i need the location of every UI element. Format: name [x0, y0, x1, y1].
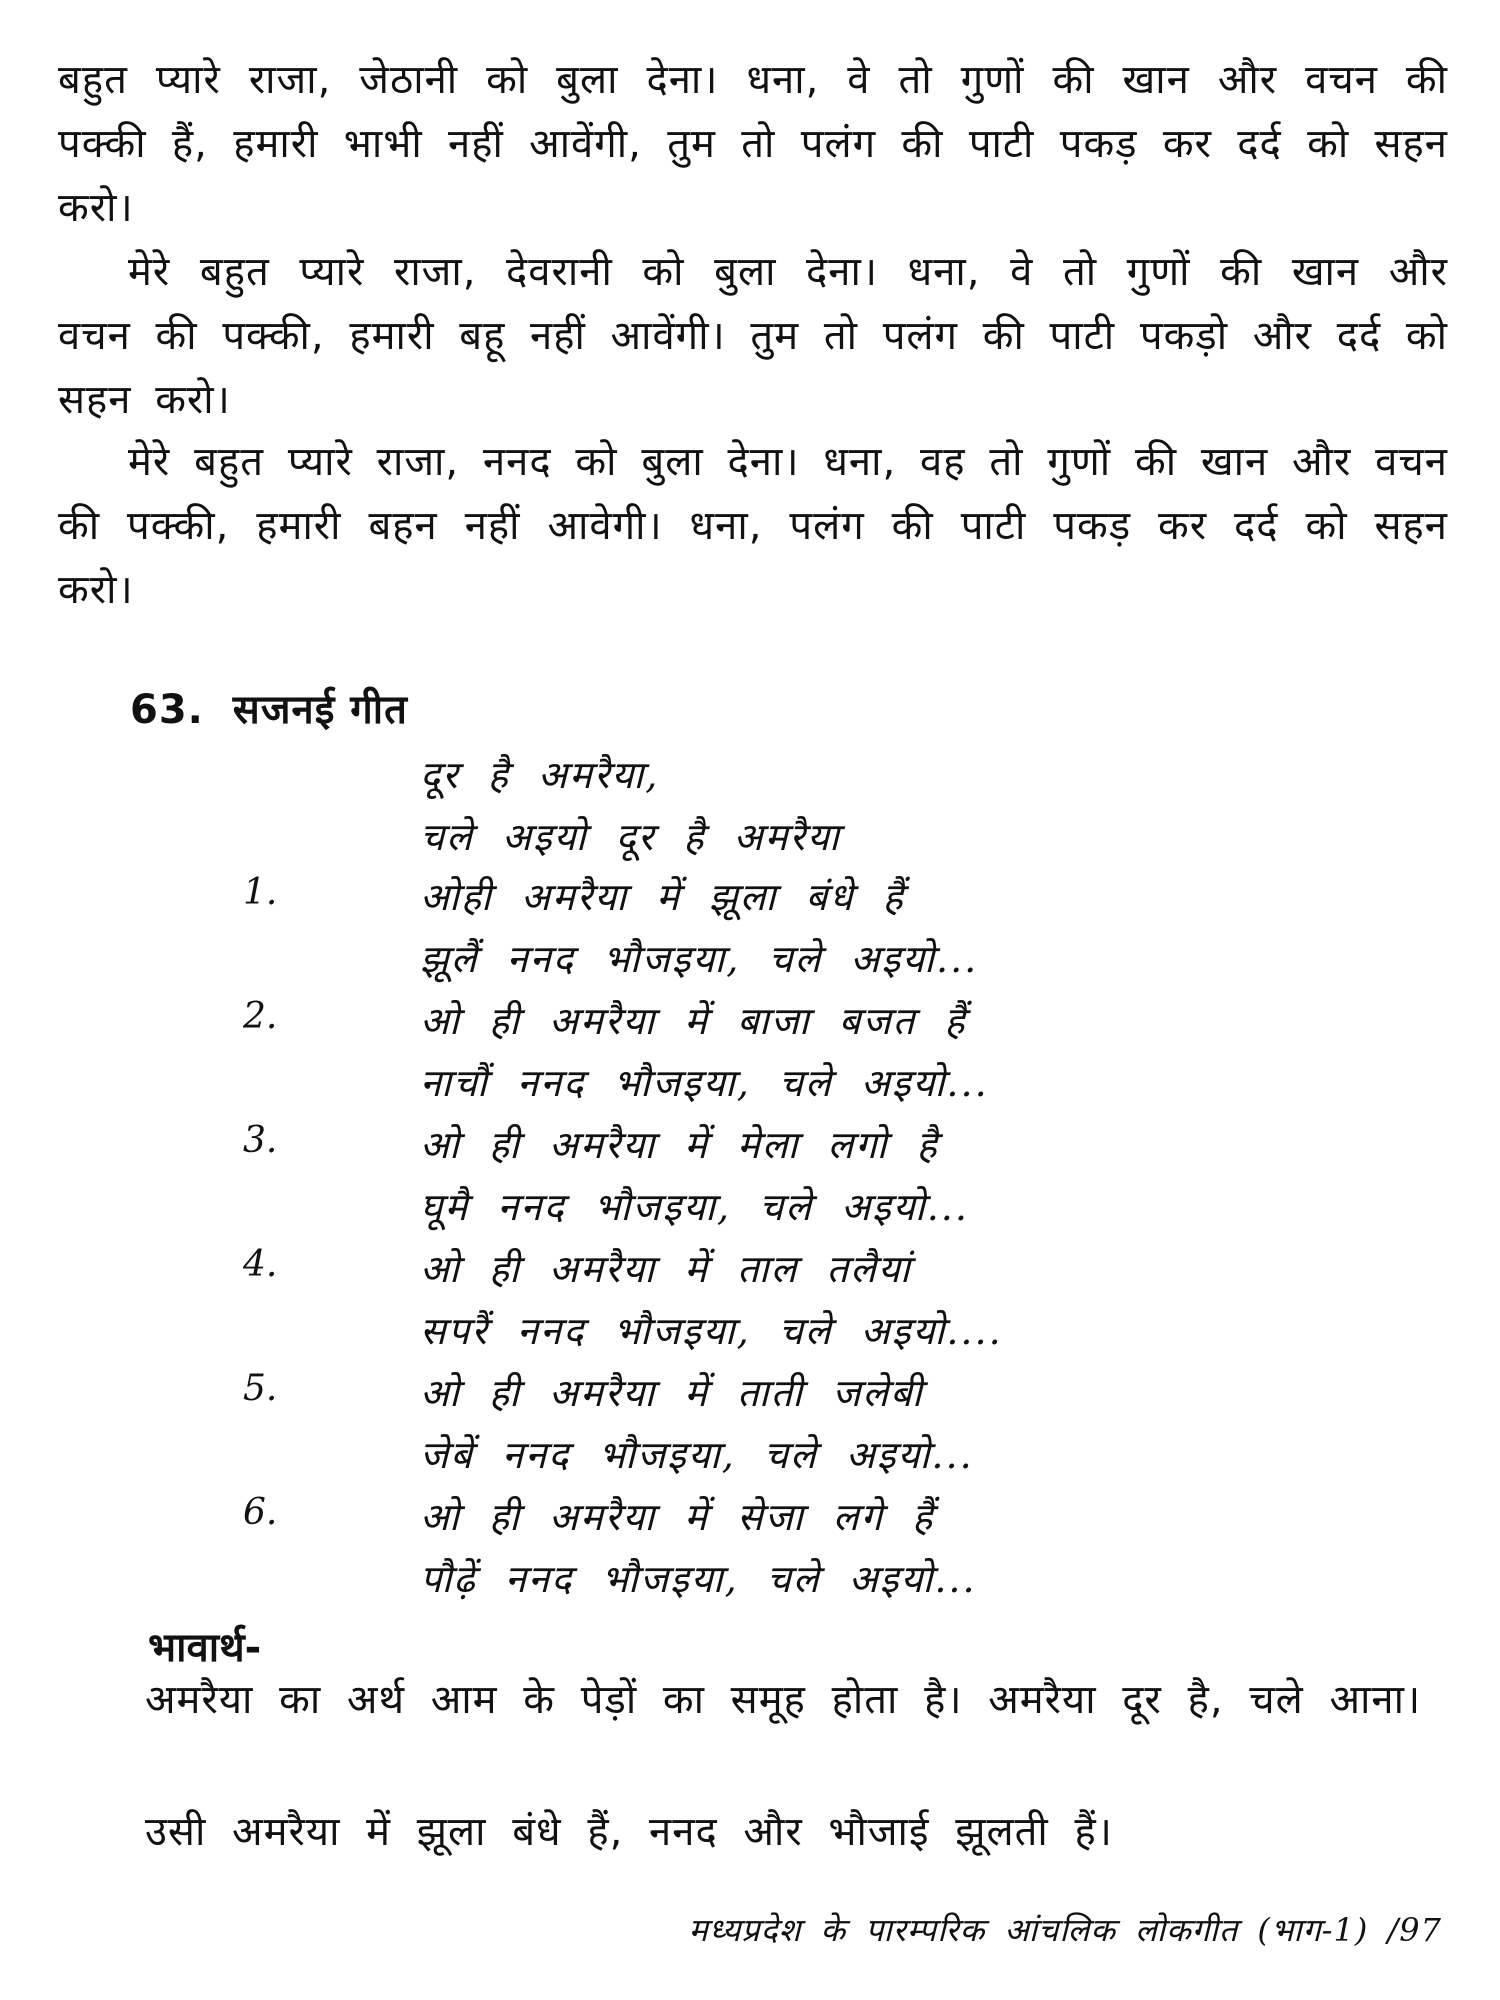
song-heading [130, 680, 408, 735]
verse-1-line-2: झूलैं ननद भौजइया, चले अइयो... [420, 937, 979, 981]
verse-5-line-2: जेबें ननद भौजइया, चले अइयो... [420, 1433, 974, 1477]
verse-1-line-1: ओही अमरैया में झूला बंधे हैं [420, 875, 905, 919]
verse-number-5: 5. [243, 1368, 278, 1409]
verse-2-line-1: ओ ही अमरैया में बाजा बजत हैं [420, 999, 967, 1043]
verse-6-line-1: ओ ही अमरैया में सेजा लगे हैं [420, 1495, 935, 1539]
meaning-paragraph-2-text: उसी अमरैया में झूला बंधे हैं, ननद और भौजाई झूलती हैं। [145, 1809, 1113, 1855]
verse-6-line-2: पौढ़ें ननद भौजइया, चले अइयो... [420, 1557, 977, 1601]
verse-number-1: 1. [243, 872, 278, 913]
paragraph-1-text: बहुत प्यारे राजा, जेठानी को बुला देना। धना, वे तो गुणों की खान और वचन की पक्की हैं, हमारी भाभी नहीं आवेंगी, तुम तो पलंग की पाटी पकड़ कर दर्द को सहन करो। [58, 57, 1448, 231]
verse-4-line-2: सपरैं ननद भौजइया, चले अइयो.... [420, 1309, 1003, 1353]
paragraph-2 [58, 240, 1448, 432]
paragraph-2-text: मेरे बहुत प्यारे राजा, देवरानी को बुला देना। धना, वे तो गुणों की खान और वचन की पक्की, हमारी बहू नहीं आवेंगी। तुम तो पलंग की पाटी पकड़ो और दर्द को सहन करो। [58, 249, 1448, 423]
verse-3-line-1: ओ ही अमरैया में मेला लगो है [420, 1123, 939, 1167]
meaning-heading: भावार्थ- [148, 1625, 262, 1671]
verse-4-line-1: ओ ही अमरैया में ताल तलैयां [420, 1247, 912, 1291]
paragraph-1 [58, 48, 1448, 240]
page-footer: मध्यप्रदेश के पारम्परिक आंचलिक लोकगीत (भाग-1) /97 [688, 1911, 1442, 1949]
paragraph-3 [58, 430, 1448, 622]
verse-number-3: 3. [243, 1120, 278, 1161]
verse-3-line-2: घूमै ननद भौजइया, चले अइयो... [420, 1185, 969, 1229]
song-title: सजनई गीत [232, 687, 408, 733]
meaning-paragraph-2 [75, 1800, 1455, 1864]
verse-number-2: 2. [243, 996, 278, 1037]
paragraph-3-text: मेरे बहुत प्यारे राजा, ननद को बुला देना। धना, वह तो गुणों की खान और वचन की पक्की, हमारी बहन नहीं आवेगी। धना, पलंग की पाटी पकड़ कर दर्द को सहन करो। [58, 439, 1448, 613]
meaning-paragraph-1 [75, 1668, 1455, 1732]
refrain-line-2: चले अइयो दूर है अमरैया [420, 815, 841, 859]
verse-number-6: 6. [243, 1492, 278, 1533]
meaning-paragraph-1-text: अमरैया का अर्थ आम के पेड़ों का समूह होता है। अमरैया दूर है, चले आना। [145, 1677, 1422, 1723]
verse-2-line-2: नाचौं ननद भौजइया, चले अइयो... [420, 1061, 989, 1105]
verse-5-line-1: ओ ही अमरैया में ताती जलेबी [420, 1371, 924, 1415]
refrain-line-1: दूर है अमरैया, [420, 753, 660, 797]
verse-number-4: 4. [243, 1244, 278, 1285]
song-number: 63. [130, 687, 204, 733]
